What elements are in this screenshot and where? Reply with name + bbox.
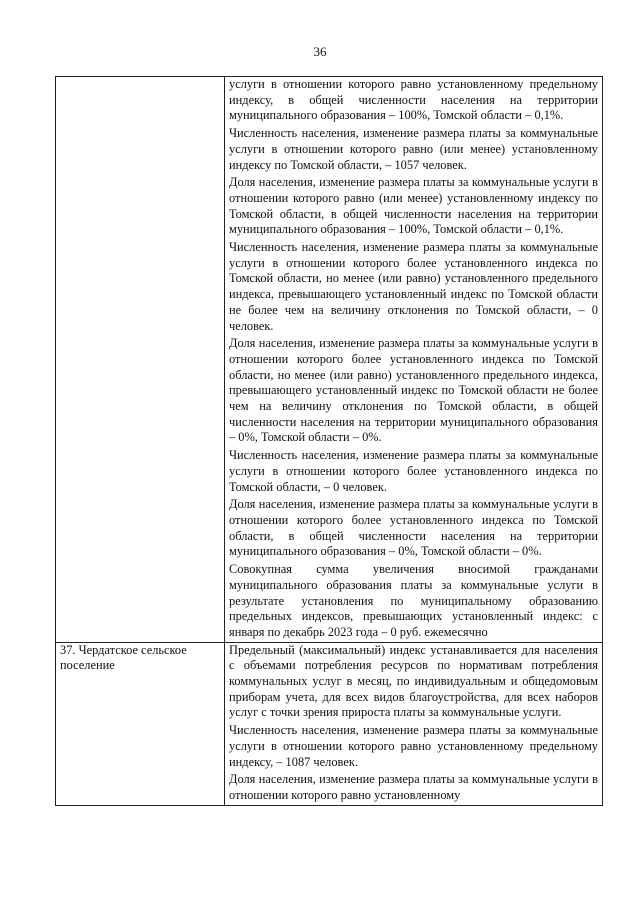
table-row	[56, 642, 603, 805]
paragraph: Доля населения, изменение размера платы за коммунальные услуги в отношении которого равно (или менее) установленному индексу по Томской области, в общей численности населения на территории муниципального образования – 100%, Томской области – 0,1%.	[229, 175, 598, 237]
table-row	[56, 77, 603, 643]
document-table	[55, 76, 603, 806]
region-name: 37. Чердатское сельское поселение	[60, 642, 187, 673]
paragraph: Совокупная сумма увеличения вносимой гражданами муниципального образования платы за коммунальные услуги в результате установления по муниципальному образованию предельных индексов, превышающих установленный индекс: с января по декабрь 2023 года – 0 руб. ежемесячно	[229, 562, 598, 639]
paragraph: Численность населения, изменение размера платы за коммунальные услуги в отношении которого равно (или менее) установленному индексу по Томской области, – 1057 человек.	[229, 126, 598, 172]
paragraph: Численность населения, изменение размера платы за коммунальные услуги в отношении которого более установленного индекса по Томской области, но менее (или равно) установленного предельного индекса, превышающего установленный индекс по Томской области не более чем на величину отклонения по Томской области, – 0 человек.	[229, 240, 598, 333]
paragraph: услуги в отношении которого равно установленному предельному индексу, в общей численности населения на территории муниципального образования – 100%, Томской области – 0,1%.	[229, 77, 598, 123]
paragraph: Предельный (максимальный) индекс устанавливается для населения с объемами потребления ресурсов по нормативам потребления коммунальных услуг в месяц, по индивидуальным и общедомовым приборам учета, для всех видов благоустройства, для всех наборов услуг с точки зрения прироста платы за коммунальные услуги.	[229, 642, 598, 720]
region-cell	[56, 77, 225, 643]
page-number: 36	[313, 44, 327, 59]
region-cell	[56, 642, 225, 805]
paragraph: Доля населения, изменение размера платы за коммунальные услуги в отношении которого равно установленному	[229, 772, 598, 802]
paragraph: Численность населения, изменение размера платы за коммунальные услуги в отношении которого равно установленному предельному индексу, – 1087 человек.	[229, 723, 598, 769]
description-cell	[225, 77, 603, 643]
paragraph: Численность населения, изменение размера платы за коммунальные услуги в отношении которого более установленного индекса по Томской области, – 0 человек.	[229, 448, 598, 494]
paragraph: Доля населения, изменение размера платы за коммунальные услуги в отношении которого более установленного индекса по Томской области, в общей численности населения на территории муниципального образования – 0%, Томской области – 0%.	[229, 497, 598, 559]
paragraph: Доля населения, изменение размера платы за коммунальные услуги в отношении которого более установленного индекса по Томской области, но менее (или равно) установленного предельного индекса, превышающего установленный индекс по Томской области не более чем на величину отклонения по Томской области, в общей численности населения на территории муниципального образования – 0%, Томской области – 0%.	[229, 336, 598, 445]
description-cell	[225, 642, 603, 805]
